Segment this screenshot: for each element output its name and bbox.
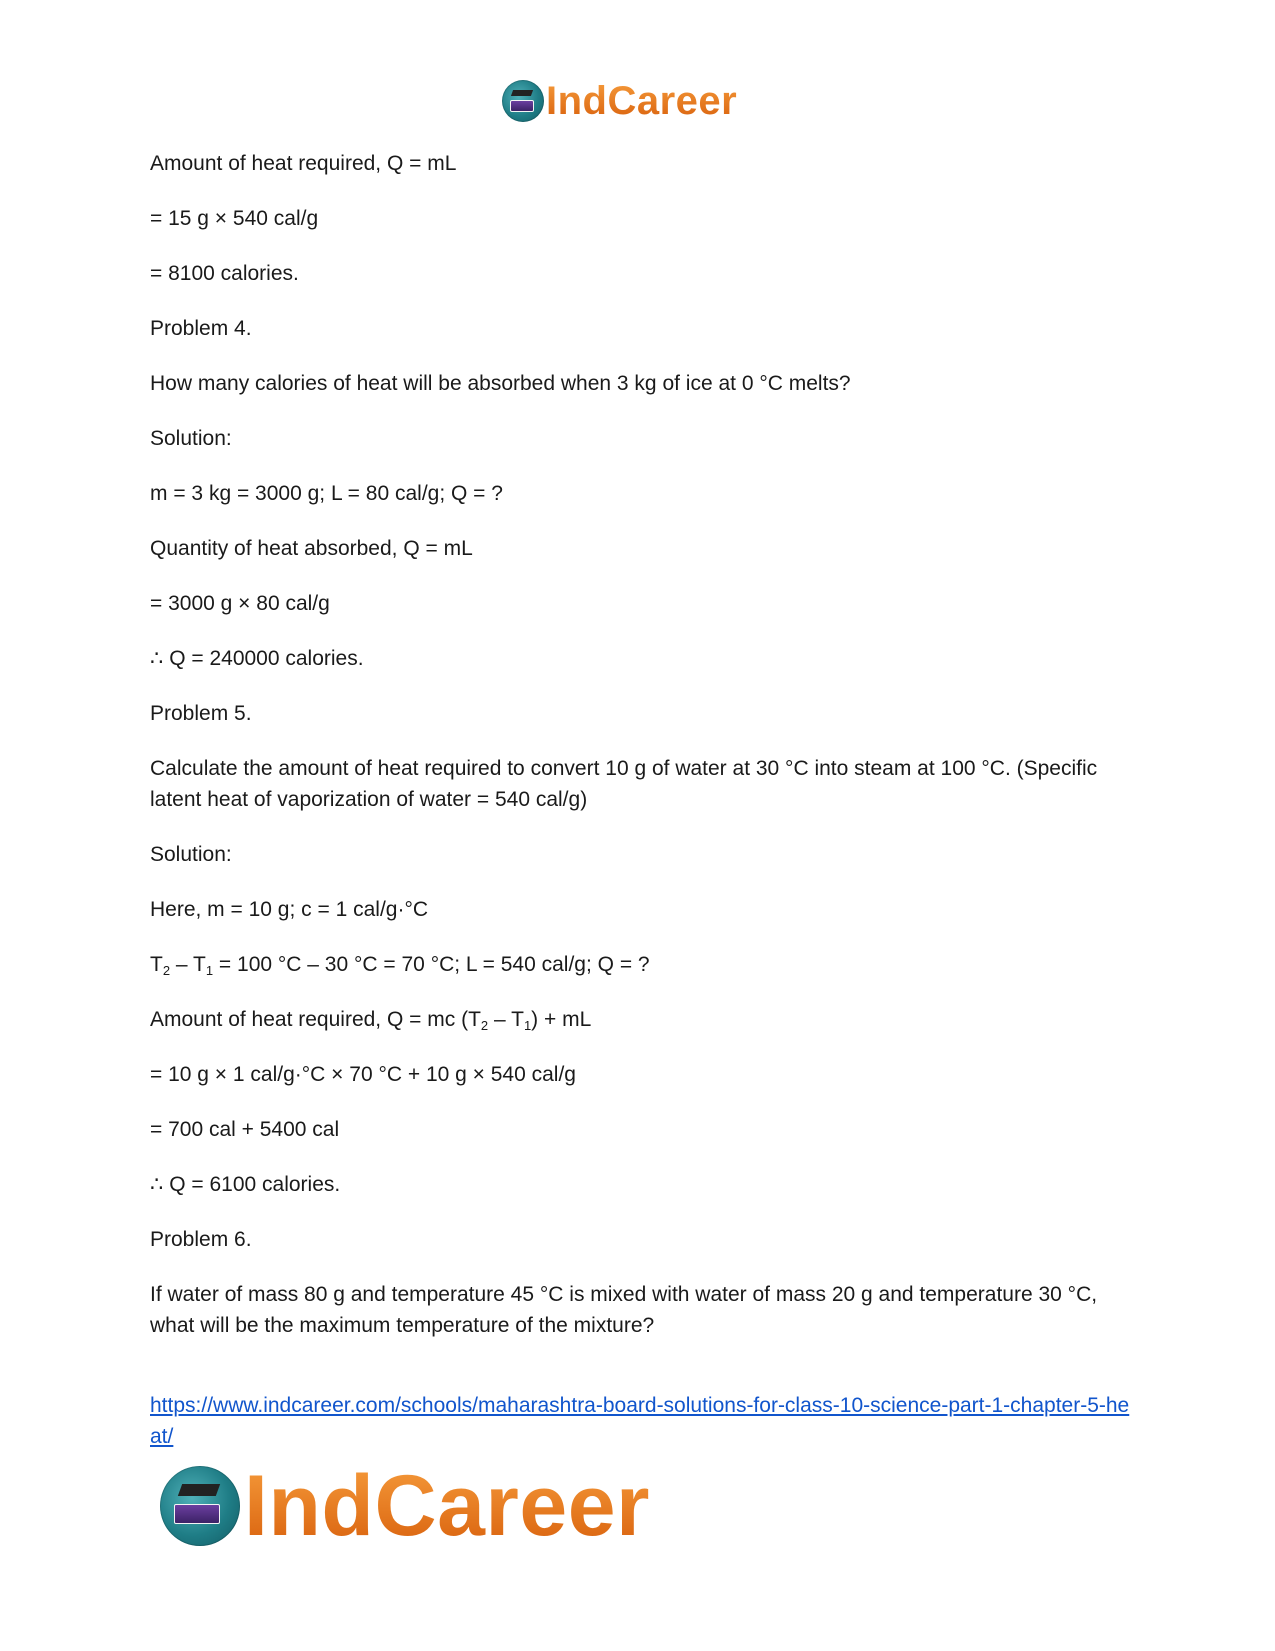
problem-heading: Problem 5. xyxy=(150,702,252,725)
problem-question: If water of mass 80 g and temperature 45 °C is mixed with water of mass 20 g and temperature 30 °C, what will be the maximum temperature of the mixture? xyxy=(150,1283,1098,1337)
problem-heading: Problem 4. xyxy=(150,317,252,340)
text-line: = 15 g × 540 cal/g xyxy=(150,207,319,230)
formula-line: Amount of heat required, Q = mc $(T_2 - T_1)$ + mL xyxy=(150,1008,592,1033)
books-icon xyxy=(510,100,534,112)
logo-wordmark: IndCareer xyxy=(546,79,738,123)
graduation-cap-icon xyxy=(511,90,533,96)
answer-line: ∴ Q = 6100 calories. xyxy=(150,1173,341,1196)
text-line: = 3000 g × 80 cal/g xyxy=(150,592,330,615)
books-icon xyxy=(174,1504,220,1524)
text-line: = 8100 calories. xyxy=(150,262,299,285)
text-line: Here, m = 10 g; c = 1 cal/g·°C xyxy=(150,898,429,921)
logo-emblem-icon xyxy=(502,80,544,122)
header-logo xyxy=(502,80,737,122)
solution-label: Solution: xyxy=(150,843,232,866)
text-line: Quantity of heat absorbed, Q = mL xyxy=(150,537,473,560)
footer-logo xyxy=(160,1458,650,1554)
answer-line: ∴ Q = 240000 calories. xyxy=(150,647,364,670)
logo-emblem-icon xyxy=(160,1466,240,1546)
text-line: Amount of heat required, Q = mL xyxy=(150,152,457,175)
temperature-difference-line: $T_2 - T_1 = 100$ °C – 30 °C = 70 °C; L = 540 cal/g; Q = ? xyxy=(150,953,650,978)
source-link[interactable]: https://www.indcareer.com/schools/maharashtra-board-solutions-for-class-10-science-part-1-chapter-5-heat/ xyxy=(150,1394,1130,1448)
solution-label: Solution: xyxy=(150,427,232,450)
problem-question: Calculate the amount of heat required to convert 10 g of water at 30 °C into steam at 100 °C. (Specific latent heat of vaporization of water = 540 cal/g) xyxy=(150,757,1098,811)
text-line: m = 3 kg = 3000 g; L = 80 cal/g; Q = ? xyxy=(150,482,503,505)
text-line: = 10 g × 1 cal/g·°C × 70 °C + 10 g × 540 cal/g xyxy=(150,1063,576,1086)
problem-question: How many calories of heat will be absorbed when 3 kg of ice at 0 °C melts? xyxy=(150,372,851,395)
graduation-cap-icon xyxy=(178,1484,220,1496)
text-line: = 700 cal + 5400 cal xyxy=(150,1118,340,1141)
logo-wordmark: IndCareer xyxy=(244,1458,650,1554)
source-link-block xyxy=(150,1390,1130,1452)
problem-heading: Problem 6. xyxy=(150,1228,252,1251)
document-body xyxy=(150,148,1130,1365)
